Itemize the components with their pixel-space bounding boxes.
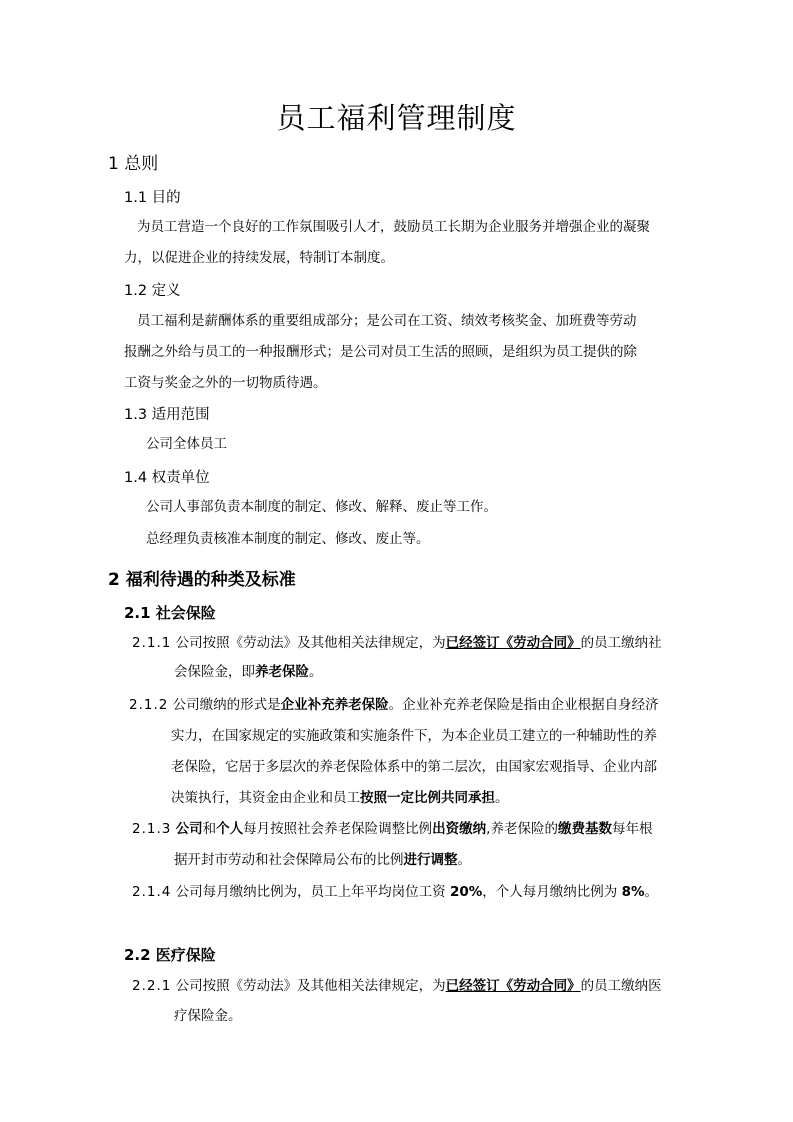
section-2-2-heading: 2.2 医疗保险 [124, 946, 216, 964]
paragraph-line: 工资与奖金之外的一切物质待遇。 [124, 375, 327, 391]
paragraph-line: 公司人事部负责本制度的制定、修改、解释、废止等工作。 [146, 499, 497, 515]
clause-2-1-3-cont [174, 850, 471, 870]
emphasis-text: 公司 [175, 821, 203, 837]
section-1-3-heading: 1.3 适用范围 [124, 407, 210, 423]
section-2-heading: 2 福利待遇的种类及标准 [108, 570, 296, 590]
emphasis-text: 个人 [216, 821, 244, 837]
clause-text: 。企业补充养老保险是指由企业根据自身经济 [388, 697, 659, 713]
clause-text: 和 [202, 821, 217, 837]
clause-2-1-3 [132, 819, 652, 839]
clause-number: 2.1.4 [132, 884, 172, 900]
clause-text: 公司按照《劳动法》及其他相关法律规定，为 [175, 978, 446, 994]
clause-2-1-2 [129, 695, 659, 715]
paragraph-line: 老保险，它居于多层次的养老保险体系中的第二层次，由国家宏观指导、企业内部 [171, 759, 657, 775]
clause-text: 公司按照《劳动法》及其他相关法律规定，为 [175, 635, 446, 651]
clause-2-1-1 [132, 633, 662, 653]
clause-2-2-1 [132, 976, 662, 996]
paragraph-line: 报酬之外给与员工的一种报酬形式；是公司对员工生活的照顾，是组织为员工提供的除 [124, 344, 637, 360]
clause-number: 2.2.1 [132, 978, 172, 994]
emphasis-text: 8% [621, 884, 645, 900]
paragraph-line: 总经理负责核准本制度的制定、修改、废止等。 [146, 531, 430, 547]
clause-text: 决策执行，其资金由企业和员工 [171, 790, 360, 806]
clause-text: 。 [644, 884, 658, 900]
clause-text: ,养老保险的 [486, 821, 558, 837]
emphasis-text: 进行调整 [403, 852, 458, 868]
paragraph-line: 公司全体员工 [146, 436, 227, 452]
paragraph-line: 实力，在国家规定的实施政策和实施条件下，为本企业员工建立的一种辅助性的养 [171, 728, 657, 744]
clause-text: 公司每月缴纳比例为，员工上年平均岗位工资 [175, 884, 446, 900]
clause-text: 。 [309, 664, 323, 680]
clause-text: 。 [457, 852, 471, 868]
section-1-1-heading: 1.1 目的 [124, 190, 181, 206]
clause-text: 的员工缴纳医 [580, 978, 662, 994]
clause-2-1-2-cont [171, 788, 509, 808]
emphasis-text: 按照一定比例共同承担 [360, 790, 495, 806]
clause-text: ，个人每月缴纳比例为 [482, 884, 618, 900]
clause-text: 公司缴纳的形式是 [172, 697, 281, 713]
section-1-heading: 1 总则 [108, 154, 159, 174]
section-1-2-heading: 1.2 定义 [124, 283, 181, 299]
clause-number: 2.1.1 [132, 635, 172, 651]
emphasis-text: 20% [449, 884, 483, 900]
paragraph-line: 力，以促进企业的持续发展，特制订本制度。 [124, 250, 394, 266]
clause-2-1-4 [132, 882, 658, 902]
emphasis-text: 缴费基数 [557, 821, 612, 837]
emphasis-text: 出资缴纳 [432, 821, 487, 837]
paragraph-line: 疗保险金。 [174, 1008, 242, 1024]
emphasis-text: 企业补充养老保险 [280, 697, 389, 713]
clause-number: 2.1.3 [132, 821, 172, 837]
clause-text: 。 [495, 790, 509, 806]
document-title: 员工福利管理制度 [276, 101, 517, 135]
section-2-1-heading: 2.1 社会保险 [124, 604, 216, 622]
clause-text: 会保险金，即 [174, 664, 255, 680]
clause-text: 的员工缴纳社 [580, 635, 662, 651]
clause-text: 每月按照社会养老保险调整比例 [243, 821, 433, 837]
clause-text: 每年根 [611, 821, 653, 837]
clause-number: 2.1.2 [129, 697, 169, 713]
paragraph-line: 员工福利是薪酬体系的重要组成部分；是公司在工资、绩效考核奖金、加班费等劳动 [137, 313, 637, 329]
clause-2-1-1-cont [174, 662, 323, 682]
paragraph-line: 为员工营造一个良好的工作氛围吸引人才，鼓励员工长期为企业服务并增强企业的凝聚 [137, 219, 650, 235]
emphasis-text: 已经签订《劳动合同》 [445, 978, 581, 994]
emphasis-text: 养老保险 [255, 664, 309, 680]
clause-text: 据开封市劳动和社会保障局公布的比例 [174, 852, 404, 868]
section-1-4-heading: 1.4 权责单位 [124, 470, 210, 486]
emphasis-text: 已经签订《劳动合同》 [445, 635, 581, 651]
